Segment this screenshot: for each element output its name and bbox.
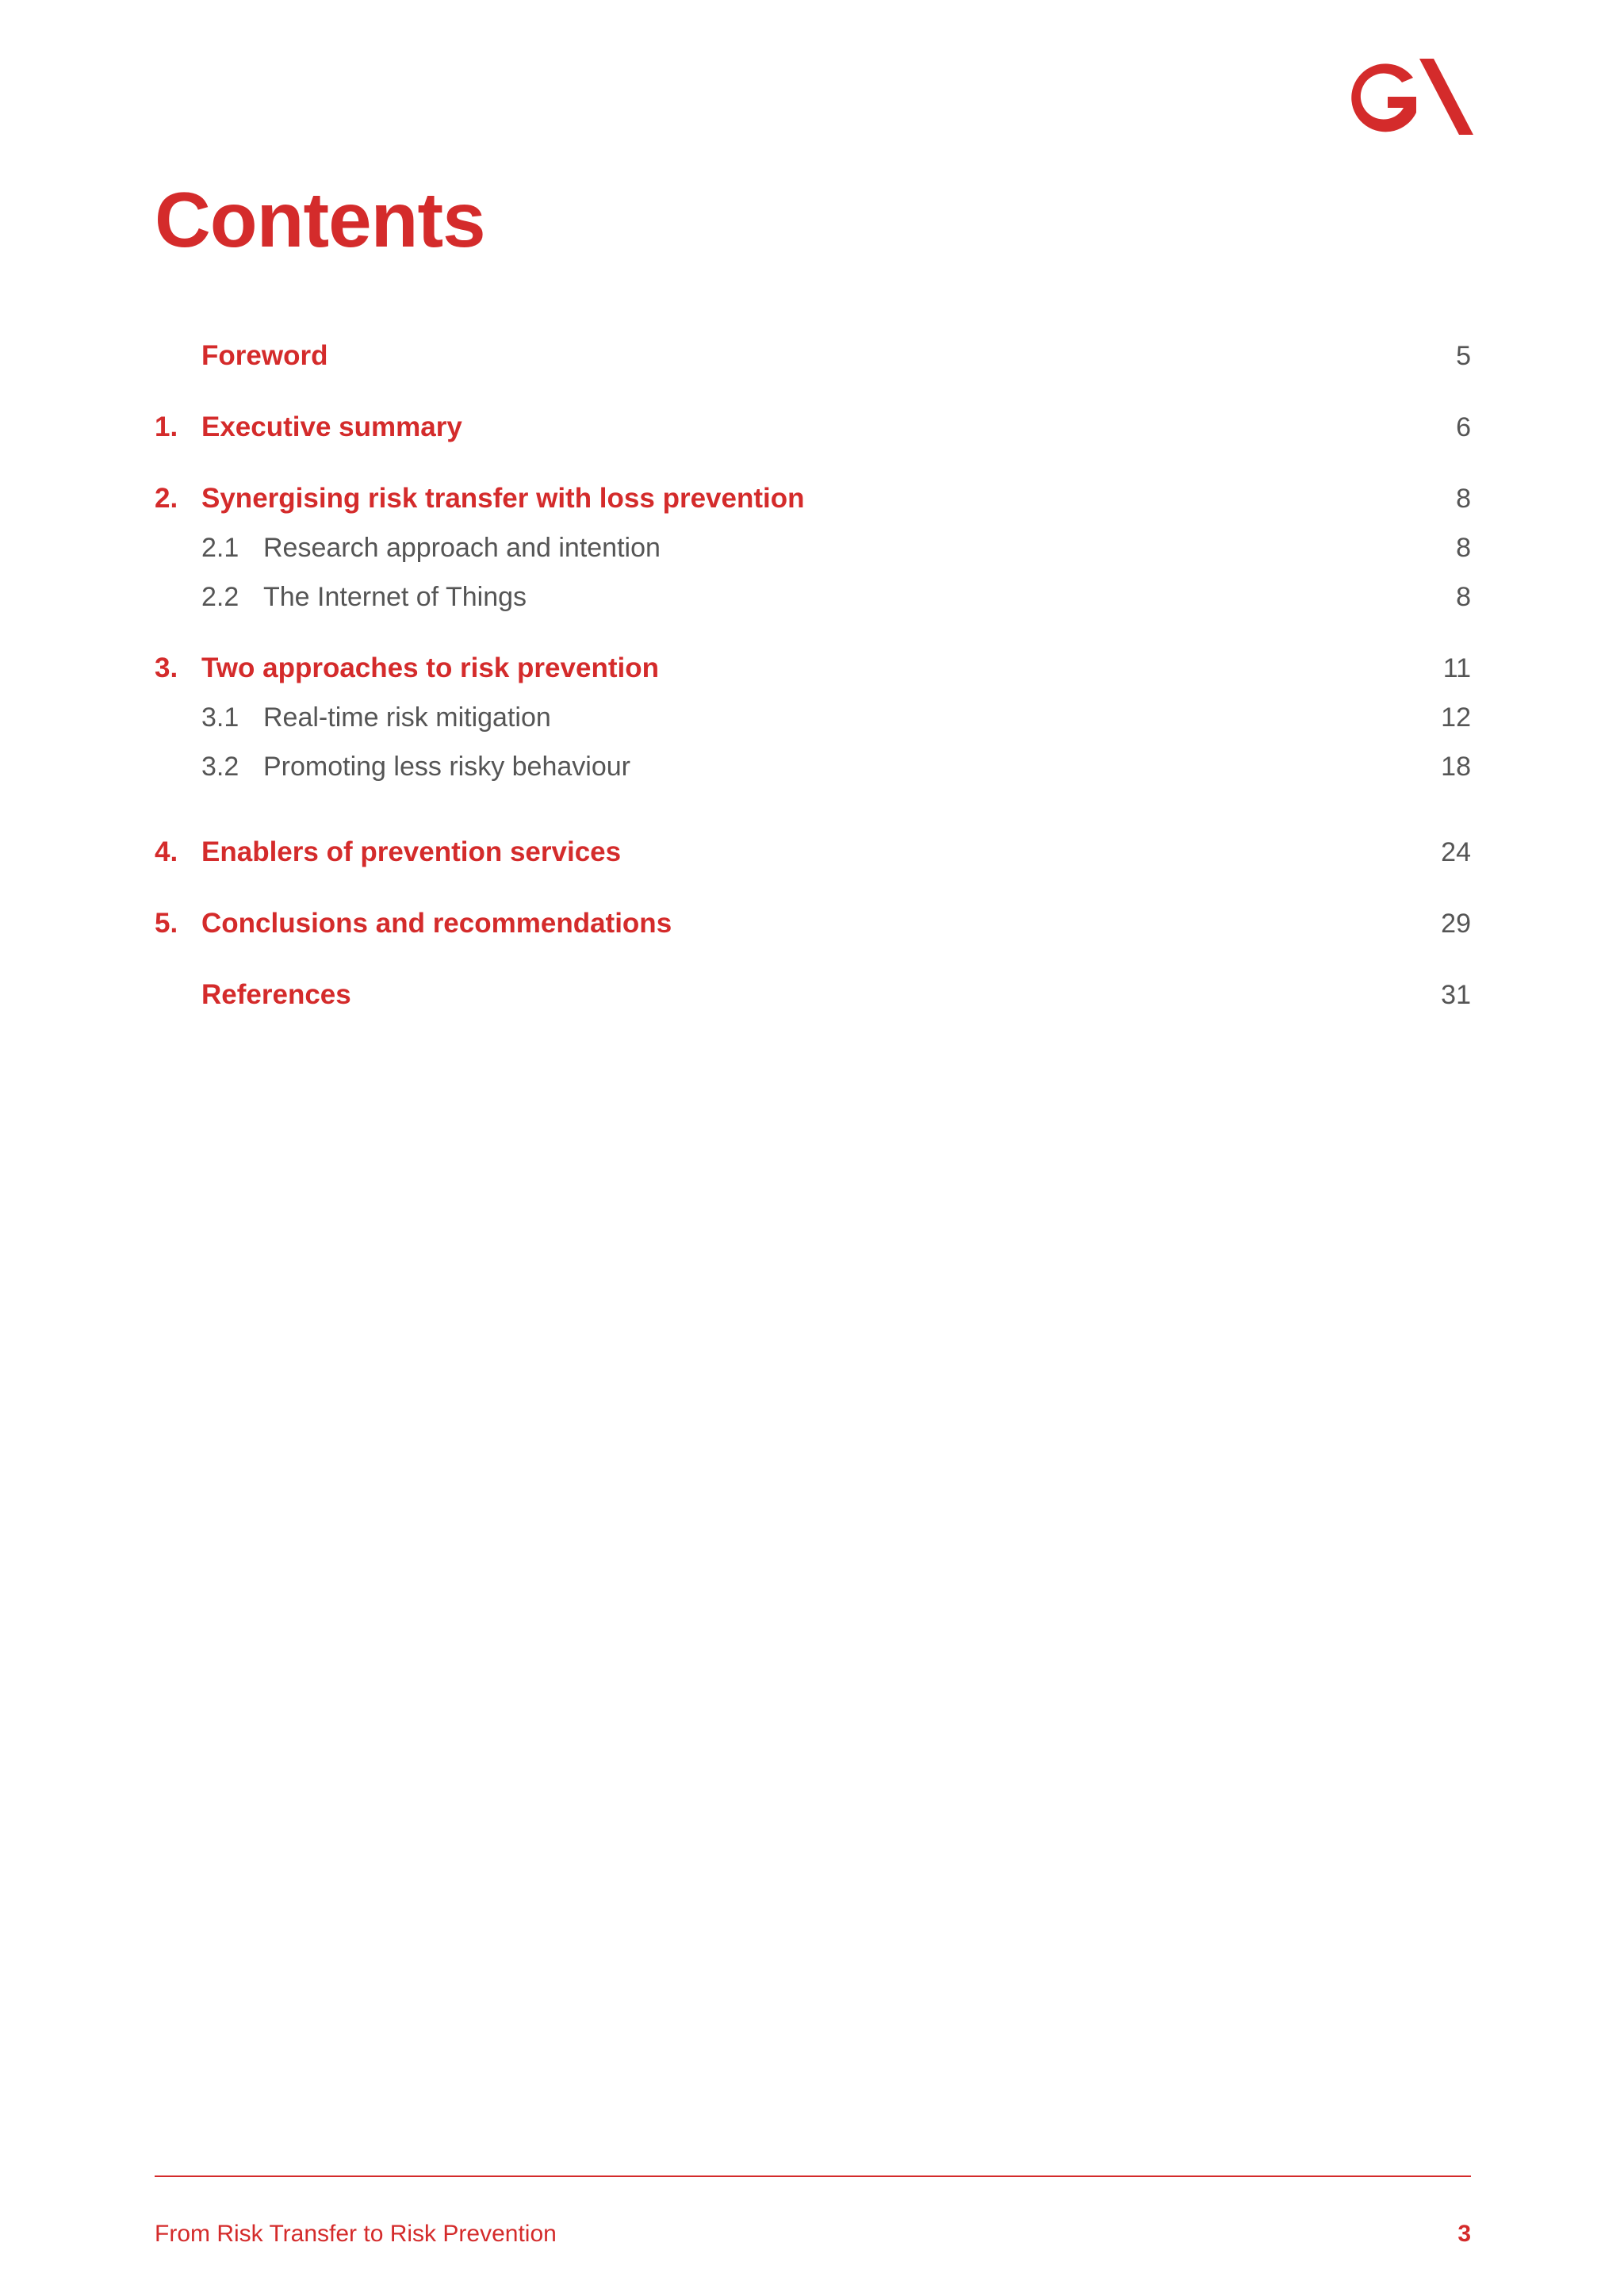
toc-entry-page: 5	[1456, 341, 1471, 371]
table-of-contents	[155, 331, 1471, 1020]
toc-entry-page: 24	[1441, 837, 1471, 867]
toc-entry-title: Two approaches to risk prevention	[201, 652, 659, 683]
footer-divider	[155, 2175, 1471, 2177]
toc-entry-title: References	[201, 979, 351, 1010]
toc-entry-synergising[interactable]	[155, 474, 1471, 523]
ga-logo-icon	[1340, 55, 1473, 138]
toc-entry-foreword[interactable]	[155, 331, 1471, 381]
toc-entry-page: 31	[1441, 980, 1471, 1010]
toc-entry-internet-of-things[interactable]	[155, 572, 1471, 622]
toc-entry-conclusions[interactable]	[155, 899, 1471, 948]
toc-entry-enablers[interactable]	[155, 828, 1471, 877]
toc-entry-page: 8	[1456, 484, 1471, 514]
toc-entry-page: 29	[1441, 909, 1471, 939]
footer-document-title: From Risk Transfer to Risk Prevention	[155, 2221, 557, 2247]
toc-entry-title: Conclusions and recommendations	[201, 908, 672, 939]
toc-entry-references[interactable]	[155, 970, 1471, 1020]
toc-entry-number: 3.2	[201, 752, 239, 782]
toc-entry-title: Executive summary	[201, 411, 462, 442]
toc-entry-title: Research approach and intention	[263, 533, 661, 563]
toc-entry-page: 18	[1441, 752, 1471, 782]
toc-entry-real-time-mitigation[interactable]	[155, 693, 1471, 742]
toc-entry-number: 3.1	[201, 702, 239, 733]
toc-entry-research-approach[interactable]	[155, 523, 1471, 572]
toc-entry-number: 3.	[155, 652, 178, 683]
toc-entry-number: 4.	[155, 836, 178, 867]
toc-entry-less-risky-behaviour[interactable]	[155, 742, 1471, 791]
toc-entry-page: 11	[1442, 653, 1471, 683]
toc-entry-title: Real-time risk mitigation	[263, 702, 551, 733]
toc-entry-title: Promoting less risky behaviour	[263, 752, 630, 782]
toc-entry-number: 2.1	[201, 533, 239, 563]
toc-entry-number: 2.2	[201, 582, 239, 612]
toc-entry-page: 12	[1441, 702, 1471, 733]
footer-page-number: 3	[1457, 2221, 1471, 2247]
toc-entry-page: 8	[1456, 533, 1471, 563]
toc-entry-title: Foreword	[201, 340, 328, 371]
toc-entry-number: 2.	[155, 483, 178, 514]
toc-entry-title: Synergising risk transfer with loss prevention	[201, 483, 805, 514]
toc-entry-title: The Internet of Things	[263, 582, 527, 612]
toc-entry-number: 5.	[155, 908, 178, 939]
toc-entry-number: 1.	[155, 411, 178, 442]
toc-entry-two-approaches[interactable]	[155, 644, 1471, 693]
toc-entry-executive-summary[interactable]	[155, 403, 1471, 452]
toc-entry-title: Enablers of prevention services	[201, 836, 622, 867]
toc-entry-page: 6	[1456, 412, 1471, 442]
page-title: Contents	[155, 176, 485, 263]
toc-entry-page: 8	[1456, 582, 1471, 612]
